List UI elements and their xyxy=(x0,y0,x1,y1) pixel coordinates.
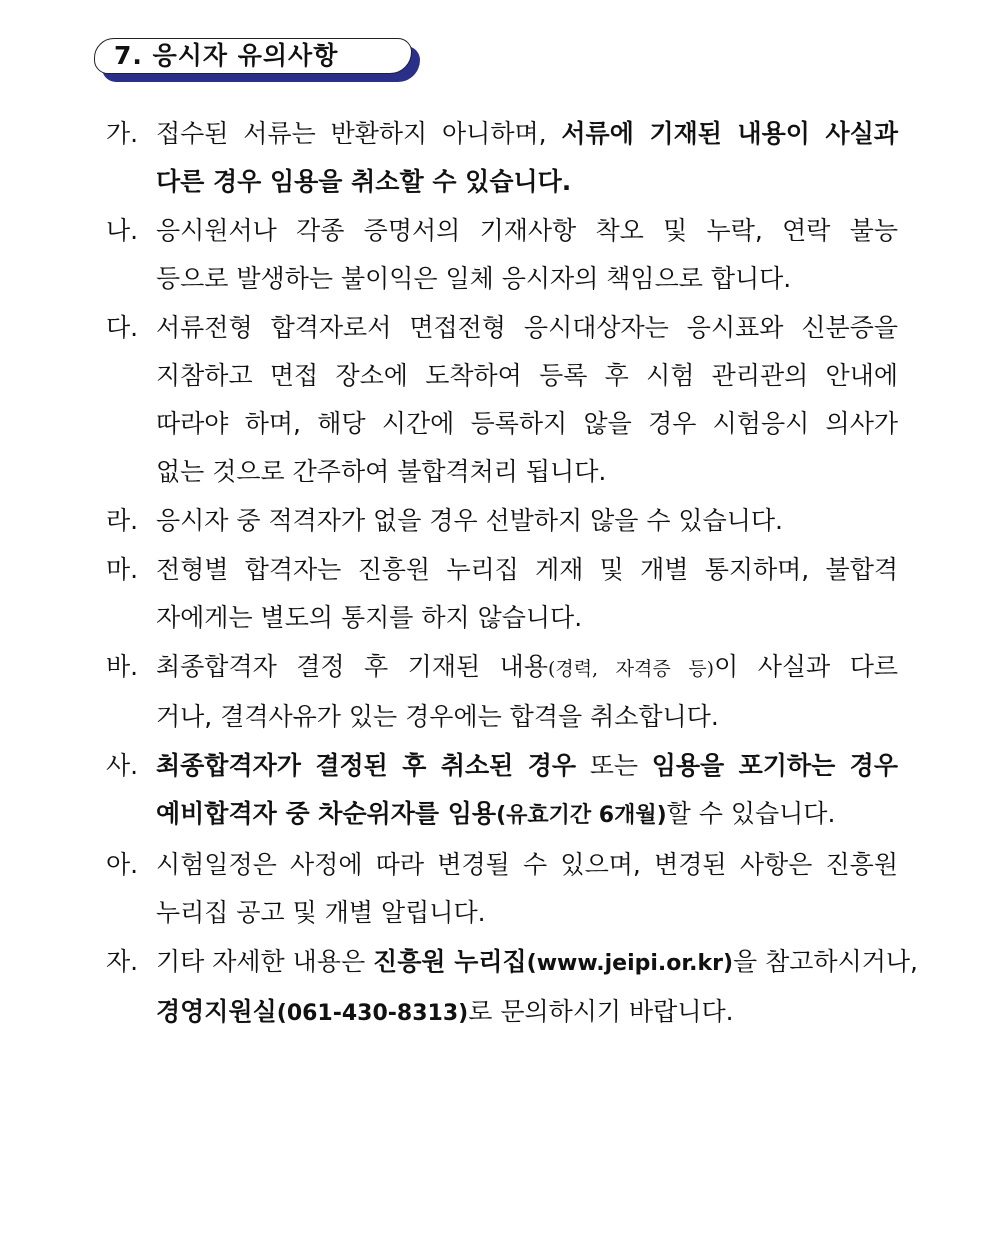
contact-department: 경영지원실 xyxy=(156,997,277,1026)
item-text: 없는 것으로 간주하여 불합격처리 됩니다. xyxy=(156,457,607,486)
item-text: 따라야 하며, 해당 시간에 등록하지 않을 경우 시험응시 의사가 xyxy=(156,409,898,438)
section-heading xyxy=(94,38,424,84)
item-line xyxy=(156,938,918,988)
item-text: 을 참고하시거나, xyxy=(733,947,918,976)
item-text: 최종합격자 결정 후 기재된 내용 xyxy=(156,652,548,681)
list-item xyxy=(106,304,898,496)
item-marker: 바. xyxy=(106,652,139,681)
item-line xyxy=(156,110,898,158)
item-marker: 다. xyxy=(106,313,139,342)
item-text: 로 문의하시기 바랍니다. xyxy=(468,997,734,1026)
item-marker: 자. xyxy=(106,947,139,976)
item-text: 접수된 서류는 반환하지 아니하며, xyxy=(156,119,562,148)
item-text: 서류전형 합격자로서 면접전형 응시대상자는 응시표와 신분증을 xyxy=(156,313,898,342)
list-item xyxy=(106,497,898,545)
item-line xyxy=(156,988,898,1038)
item-emphasis: 서류에 기재된 내용이 사실과 xyxy=(561,119,898,148)
homepage-url: (www.jeipi.or.kr) xyxy=(526,951,734,976)
item-text: 지참하고 면접 장소에 도착하여 등록 후 시험 관리관의 안내에 xyxy=(156,361,898,390)
item-line xyxy=(156,790,898,840)
list-item xyxy=(106,841,898,937)
item-marker: 나. xyxy=(106,216,139,245)
item-line xyxy=(156,742,898,790)
list-item xyxy=(106,546,898,642)
item-marker: 아. xyxy=(106,850,139,879)
list-item xyxy=(106,110,898,206)
list-item xyxy=(106,938,918,1038)
homepage-name: 진흥원 누리집 xyxy=(373,947,527,976)
item-emphasis: 임용을 포기하는 경우 xyxy=(651,751,898,780)
item-text: 응시자 중 적격자가 없을 경우 선발하지 않을 수 있습니다. xyxy=(156,506,783,535)
item-text: 이 사실과 다르 xyxy=(714,652,898,681)
item-text: 누리집 공고 및 개별 알립니다. xyxy=(156,898,486,927)
item-text: 자에게는 별도의 통지를 하지 않습니다. xyxy=(156,603,583,632)
item-marker: 사. xyxy=(106,751,139,780)
item-text: 할 수 있습니다. xyxy=(666,799,836,828)
list-item xyxy=(106,643,898,741)
notice-list xyxy=(106,110,918,1039)
item-marker: 라. xyxy=(106,506,139,535)
item-note: (경력, 자격증 등) xyxy=(547,658,715,680)
item-text: 등으로 발생하는 불이익은 일체 응시자의 책임으로 합니다. xyxy=(156,264,792,293)
list-item xyxy=(106,742,898,840)
item-line xyxy=(156,643,898,693)
contact-phone: (061-430-8313) xyxy=(276,1001,469,1026)
item-emphasis: 예비합격자 중 차순위자를 임용 xyxy=(156,799,497,828)
item-text: 기타 자세한 내용은 xyxy=(156,947,374,976)
list-item xyxy=(106,207,898,303)
item-marker: 가. xyxy=(106,119,139,148)
item-text: 거나, 결격사유가 있는 경우에는 합격을 취소합니다. xyxy=(156,702,719,731)
item-text: 시험일정은 사정에 따라 변경될 수 있으며, 변경된 사항은 진흥원 xyxy=(156,850,898,879)
item-text: 응시원서나 각종 증명서의 기재사항 착오 및 누락, 연락 불능 xyxy=(156,216,898,245)
item-emphasis: 최종합격자가 결정된 후 취소된 경우 xyxy=(156,751,577,780)
section-title: 7. 응시자 유의사항 xyxy=(114,41,339,70)
item-marker: 마. xyxy=(106,555,139,584)
item-text: 또는 xyxy=(576,751,652,780)
item-note: (유효기간 6개월) xyxy=(496,803,667,828)
item-text: 전형별 합격자는 진흥원 누리집 게재 및 개별 통지하며, 불합격 xyxy=(156,555,898,584)
item-emphasis: 다른 경우 임용을 취소할 수 있습니다. xyxy=(156,167,572,196)
